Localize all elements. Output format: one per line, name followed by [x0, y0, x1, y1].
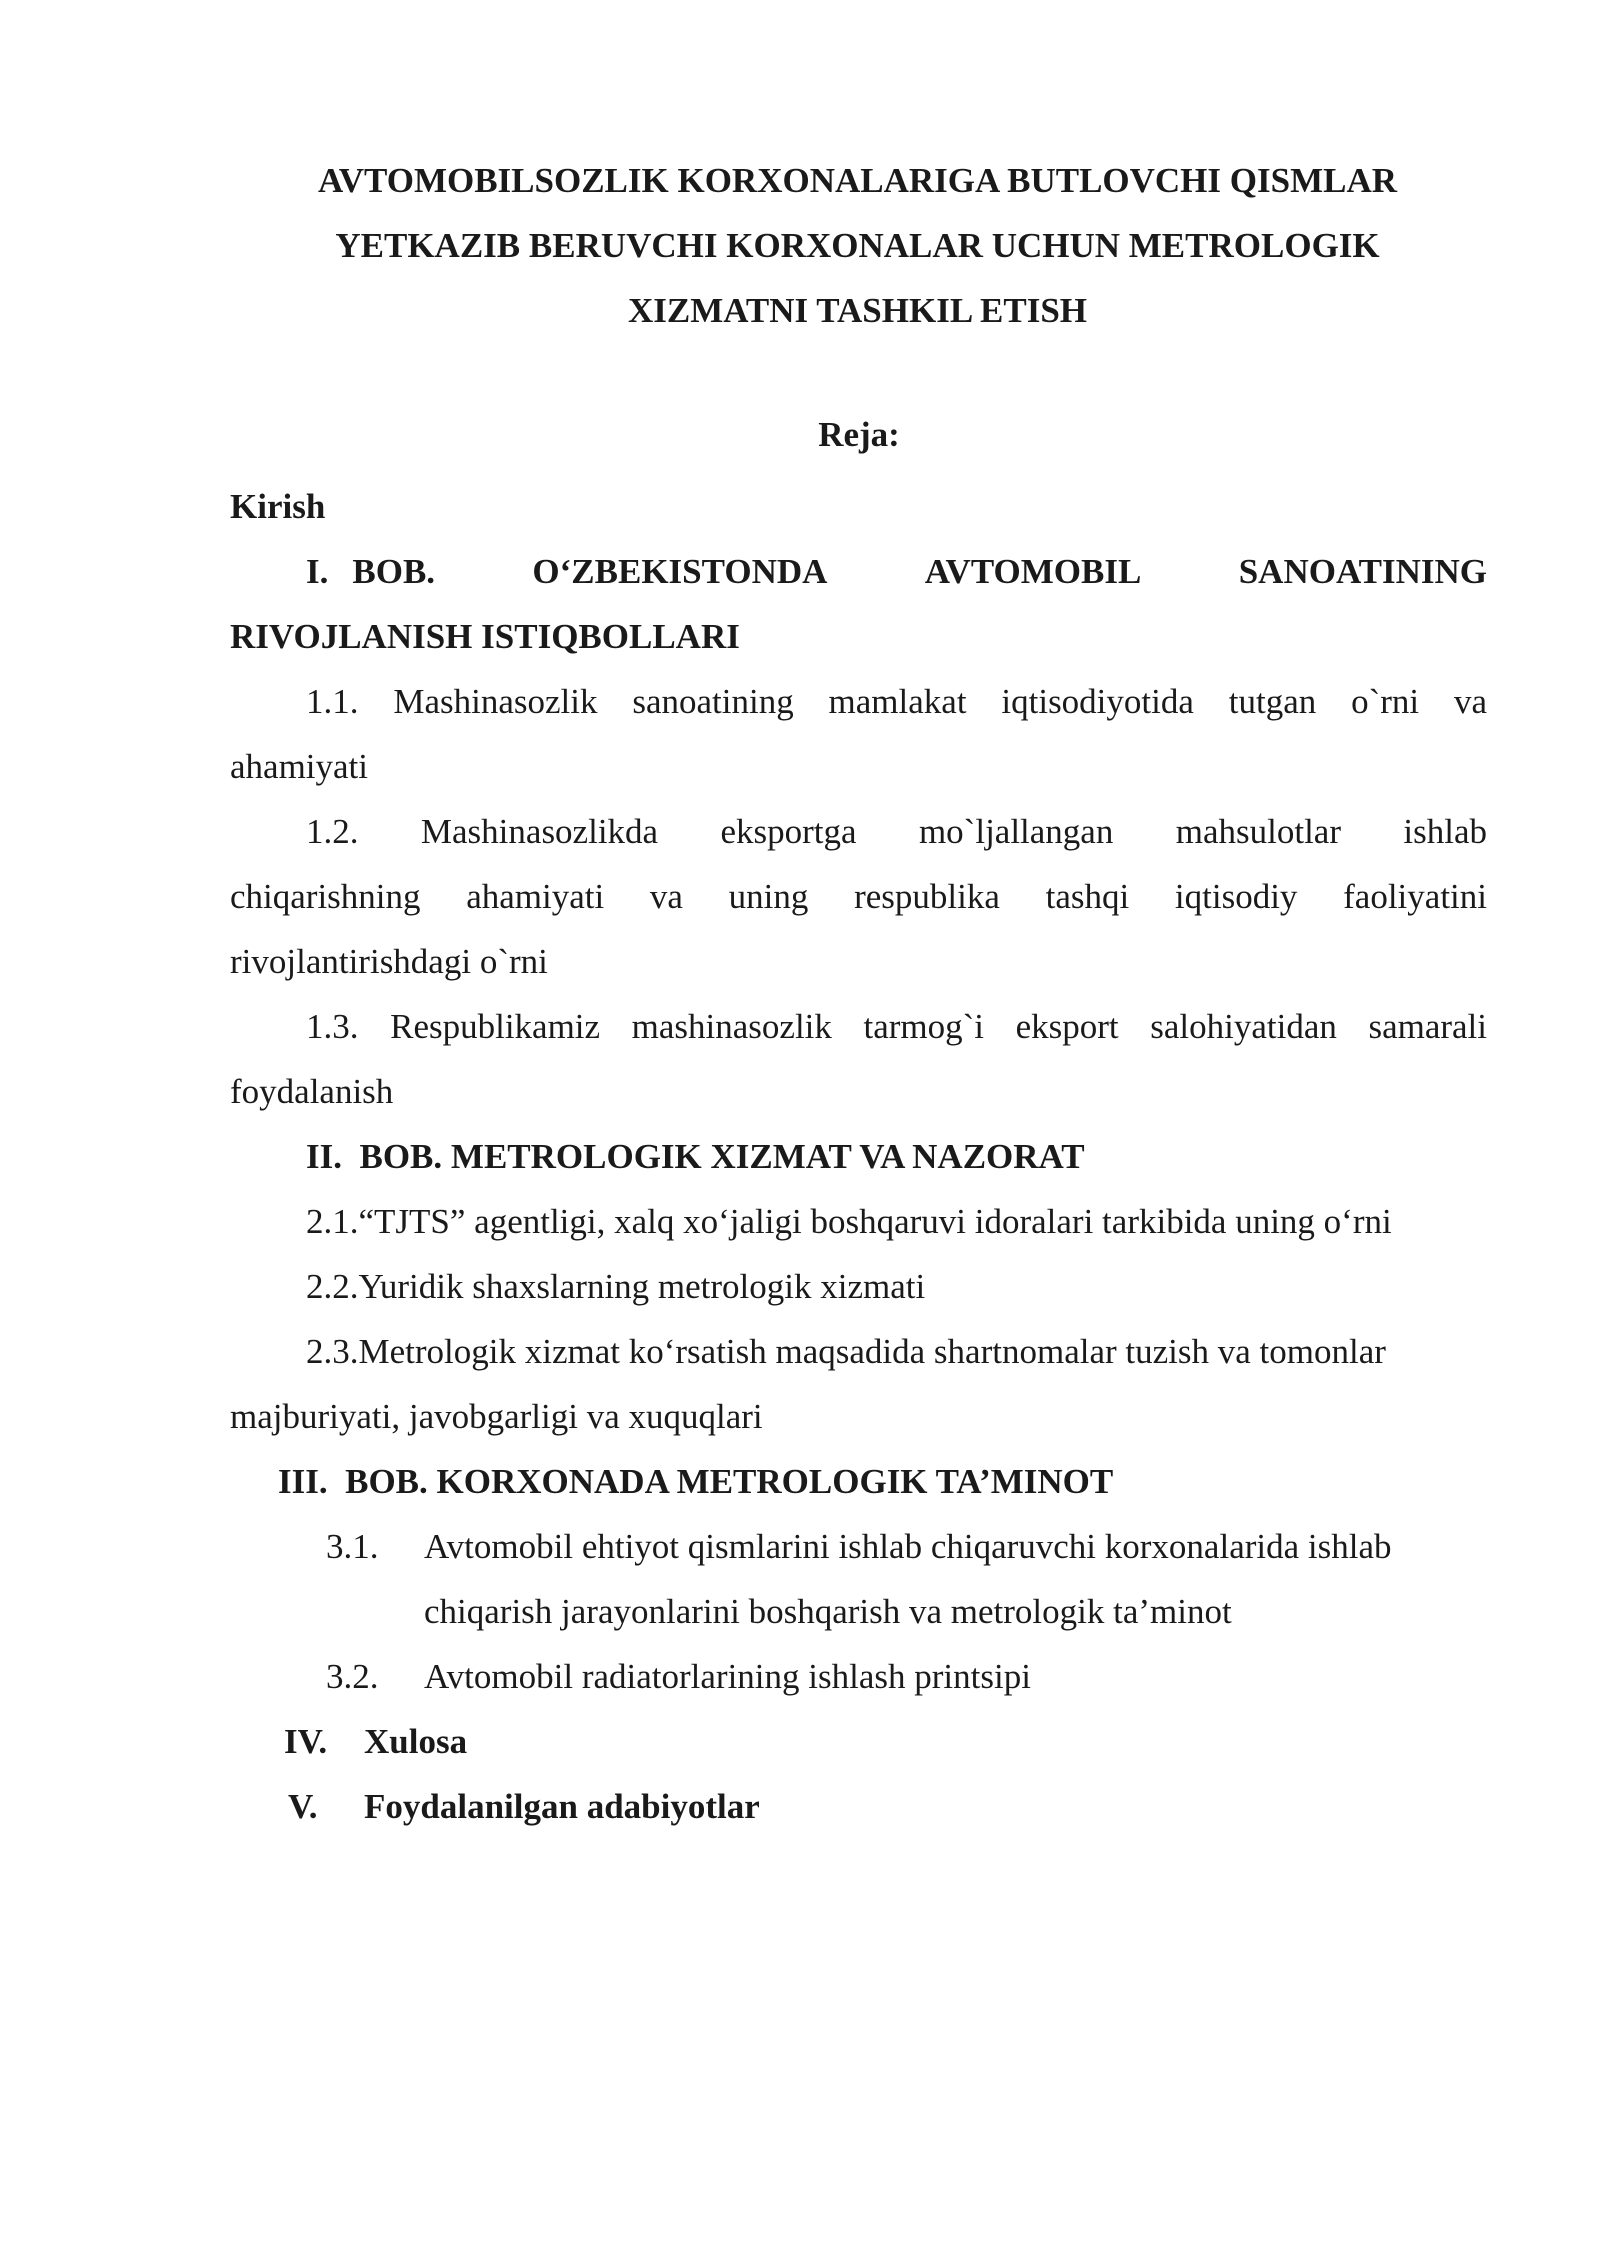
section-1-2-line-3: rivojlantirishdagi o`rni	[230, 942, 548, 981]
chapter-5-title: Foydalanilgan adabiyotlar	[364, 1787, 760, 1826]
title-line-3: XIZMATNI TASHKIL ETISH	[627, 291, 1088, 330]
section-3-2-text: Avtomobil radiatorlarining ishlash printsipi	[424, 1657, 1031, 1696]
chapter-4-number: IV.	[284, 1722, 328, 1761]
chapter-1-word-1: BOB.	[352, 552, 436, 591]
chapter-1-word-4: SANOATINING	[1238, 552, 1487, 591]
section-2-3-line-1: 2.3.Metrologik xizmat ko‘rsatish maqsadida shartnomalar tuzish va tomonlar	[306, 1332, 1386, 1371]
chapter-1-number: I.	[306, 552, 329, 591]
section-2-3-line-2: majburiyati, javobgarligi va xuquqlari	[230, 1397, 763, 1436]
section-1-2-line-1: 1.2. Mashinasozlikda eksportga mo`ljallangan mahsulotlar ishlab	[306, 812, 1487, 851]
section-1-3-line-1: 1.3. Respublikamiz mashinasozlik tarmog`i eksport salohiyatidan samarali	[306, 1007, 1487, 1046]
chapter-1-word-2: O‘ZBEKISTONDA	[532, 552, 828, 591]
title-line-1: AVTOMOBILSOZLIK KORXONALARIGA BUTLOVCHI QISMLAR	[317, 161, 1398, 200]
chapter-2-heading: II. BOB. METROLOGIK XIZMAT VA NAZORAT	[306, 1137, 1085, 1176]
section-3-1-number: 3.1.	[326, 1527, 379, 1566]
section-3-1-text: Avtomobil ehtiyot qismlarini ishlab chiqaruvchi korxonalarida ishlab	[424, 1527, 1392, 1566]
title-line-2: YETKAZIB BERUVCHI KORXONALAR UCHUN METROLOGIK	[335, 226, 1380, 265]
chapter-1-heading-cont: RIVOJLANISH ISTIQBOLLARI	[230, 617, 740, 656]
section-3-2-line-1	[230, 1644, 1487, 1709]
section-3-2-number: 3.2.	[326, 1657, 379, 1696]
chapter-5-item	[230, 1774, 1487, 1839]
plan-heading: Reja:	[818, 415, 900, 454]
chapter-1-word-3: AVTOMOBIL	[924, 552, 1142, 591]
section-2-2-line-1: 2.2.Yuridik shaxslarning metrologik xizmati	[306, 1267, 926, 1306]
chapter-4-title: Xulosa	[364, 1722, 468, 1761]
chapter-1-heading	[230, 539, 1487, 604]
document-title	[230, 148, 1485, 343]
chapter-5-number: V.	[288, 1787, 318, 1826]
intro-item: Kirish	[230, 487, 326, 526]
section-2-1-line-1: 2.1.“TJTS” agentligi, xalq xo‘jaligi boshqaruvi idoralari tarkibida uning o‘rni	[306, 1202, 1392, 1241]
table-of-contents	[230, 474, 1487, 1839]
chapter-3-heading: III. BOB. KORXONADA METROLOGIK TA’MINOT	[278, 1462, 1114, 1501]
chapter-4-item	[230, 1709, 1487, 1774]
section-3-1-line-1	[230, 1514, 1487, 1579]
section-1-2-line-2: chiqarishning ahamiyati va uning respublika tashqi iqtisodiy faoliyatini	[230, 877, 1487, 916]
section-1-3-line-2: foydalanish	[230, 1072, 394, 1111]
section-1-1-line-1: 1.1. Mashinasozlik sanoatining mamlakat iqtisodiyotida tutgan o`rni va	[306, 682, 1487, 721]
section-3-1-line-2: chiqarish jarayonlarini boshqarish va metrologik ta’minot	[424, 1592, 1232, 1631]
section-1-1-line-2: ahamiyati	[230, 747, 369, 786]
